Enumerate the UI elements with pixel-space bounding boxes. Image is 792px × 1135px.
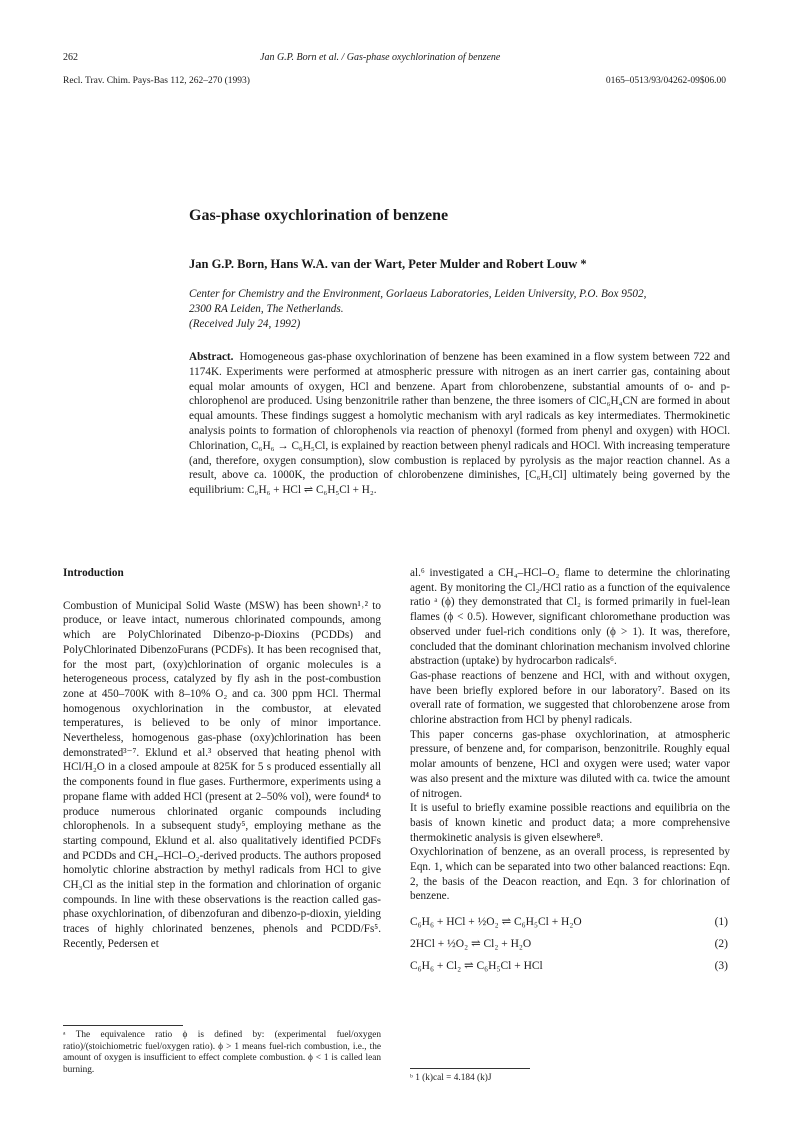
- equation: [410, 933, 730, 955]
- abstract: [189, 350, 730, 498]
- page-number: 262: [63, 52, 78, 63]
- footnote-rule: [410, 1068, 530, 1069]
- author-list: Jan G.P. Born, Hans W.A. van der Wart, Peter Mulder and Robert Louw *: [189, 257, 587, 271]
- footnote-b: ᵇ 1 (k)cal = 4.184 (k)J: [410, 1073, 492, 1083]
- footnote-rule: [63, 1025, 183, 1026]
- section-heading: Introduction: [63, 567, 124, 579]
- paragraph: Gas-phase reactions of benzene and HCl, with and without oxygen, have been briefly explored before in our laboratory⁷. Based on its overall rate of formation, we suggested that chlorobenzene arose from chlorine abstraction from HCl by phenyl radicals.: [410, 669, 730, 727]
- left-column: [63, 566, 381, 952]
- affiliation-line: Center for Chemistry and the Environment, Gorlaeus Laboratories, Leiden University, P.O. Box 9502,: [189, 288, 647, 300]
- equation: [410, 911, 730, 933]
- abstract-text: Homogeneous gas-phase oxychlorination of benzene has been examined in a flow system between 722 and 1174K. Experiments were performed at atmospheric pressure with nitrogen as an inert carrier gas, containing about equal molar amounts of oxygen, HCl and benzene. Apart from chlorobenzene, substantial amounts of o- and p-chlorophenol are produced. Using benzonitrile rather than benzene, the three isomers of ClC₆H₄CN are formed in about equal amounts. These findings suggest a homolytic mechanism with aryl radicals as key intermediates. Thermokinetic analysis points to formation of chlorophenols via reaction of phenoxyl (formed from phenyl and oxygen) with HOCl. Chlorination, C₆H₆ → C₆H₅Cl, is explained by reaction between phenyl radicals and HOCl. With increasing temperature (and, therefore, oxygen consumption), slow combustion is replaced by pyrolysis as the major reaction channel. As a result, above ca. 1000K, the production of chlorobenzene diminishes, [C₆H₅Cl] ultimately being governed by the equilibrium: C₆H₆ + HCl ⇌ C₆H₅Cl + H₂.: [189, 351, 730, 497]
- article-code: 0165–0513/93/04262-09$06.00: [605, 76, 726, 86]
- equation-number: (2): [714, 937, 728, 950]
- equation-formula: C₆H₆ + HCl + ½O₂ ⇌ C₆H₅Cl + H₂O: [410, 915, 582, 928]
- right-column: [410, 566, 730, 977]
- affiliation: [189, 287, 749, 332]
- equation-formula: 2HCl + ½O₂ ⇌ Cl₂ + H₂O: [410, 937, 532, 950]
- paragraph: Combustion of Municipal Solid Waste (MSW) has been shown¹˒² to produce, or leave intact, numerous chlorinated compounds, among which are PolyChlorinated Dibenzo-p-Dioxins (PCDDs) and PolyChlorinated DibenzoFurans (PCDFs). It has been recognised that, for the most part, (oxy)chlorination of organic molecules is a heterogeneous process, catalyzed by fly ash in the post-combustion zone at 450–700K with 8–10% O₂ and ca. 300 ppm HCl. Thermal homogenous oxychlorination in the combustor, at elevated temperatures, is believed to be only of minor importance. Nevertheless, homogenous gas-phase (oxy)chlorination has been demonstrated³⁻⁷. Eklund et al.³ observed that heating phenol with HCl/H₂O in a closed ampoule at 825K for 5 s produced essentially all the components found in flue gases. Furthermore, experiments using a propane flame with added HCl (present at 2–50% vol), were found⁴ to produce numerous chlorinated organic compounds including chlorophenols. In a subsequent study⁵, employing methane as the starting compound, Eklund et al. also qualitatively identified PCDFs and PCDDs and CH₄–HCl–O₂-derived products. The authors proposed homolytic chlorine abstraction by methyl radicals from HCl to give CH₃Cl as the initial step in the formation and chlorination of organic compounds. In line with these observations is the reaction called gas-phase oxychlorination, of dibenzofuran and dibenzo-p-dioxin, yielding traces of highly chlorinated benzenes, phenols and PCDD/Fs⁵. Recently, Pedersen et: [63, 599, 381, 950]
- equation: [410, 955, 730, 977]
- affiliation-line: 2300 RA Leiden, The Netherlands.: [189, 303, 344, 315]
- footnote-a: ᵃ The equivalence ratio ϕ is defined by: (experimental fuel/oxygen ratio)/(stoichiometric fuel/oxygen ratio). ϕ > 1 means fuel-rich combustion, i.e., the amount of oxygen is insufficient to effect complete combustion. ϕ < 1 is called lean burning.: [63, 1030, 381, 1075]
- paragraph: Oxychlorination of benzene, as an overall process, is represented by Eqn. 1, which can be separated into two other balanced reactions: Eqn. 2, the basis of the Deacon reaction, and Eqn. 3 for chlorination of benzene.: [410, 846, 730, 903]
- paragraph: It is useful to briefly examine possible reactions and equilibria on the basis of known kinetic and product data; a more comprehensive thermokinetic analysis is given elsewhere⁸.: [410, 802, 730, 844]
- journal-citation: Recl. Trav. Chim. Pays-Bas 112, 262–270 (1993): [63, 76, 250, 86]
- abstract-label: Abstract.: [189, 351, 234, 363]
- equation-block: [410, 911, 730, 977]
- running-head: Jan G.P. Born et al. / Gas-phase oxychlorination of benzene: [260, 52, 501, 63]
- equation-number: (1): [714, 915, 728, 928]
- equation-formula: C₆H₆ + Cl₂ ⇌ C₆H₅Cl + HCl: [410, 959, 543, 972]
- article-title: Gas-phase oxychlorination of benzene: [189, 207, 449, 224]
- paragraph: al.⁶ investigated a CH₄–HCl–O₂ flame to determine the chlorinating agent. By monitoring the Cl₂/HCl ratio as a function of the equivalence ratio ᵃ (ϕ) they demonstrated that Cl₂ is formed primarily in fuel-lean flames (ϕ < 0.5). However, significant chloromethane production was observed under fuel-rich conditions only (ϕ > 1). It was, therefore, concluded that the dominant chlorination mechanism involved chlorine abstraction (uptake) by hydrocarbon radicals⁶.: [410, 567, 730, 668]
- received-date: (Received July 24, 1992): [189, 318, 301, 330]
- paragraph: This paper concerns gas-phase oxychlorination, at atmospheric pressure, of benzene and, for comparison, benzonitrile. Roughly equal molar amounts of benzene, HCl and oxygen were used; water vapor was also present and the mixture was diluted with ca. twice the amount of nitrogen.: [410, 728, 730, 800]
- equation-number: (3): [714, 959, 728, 972]
